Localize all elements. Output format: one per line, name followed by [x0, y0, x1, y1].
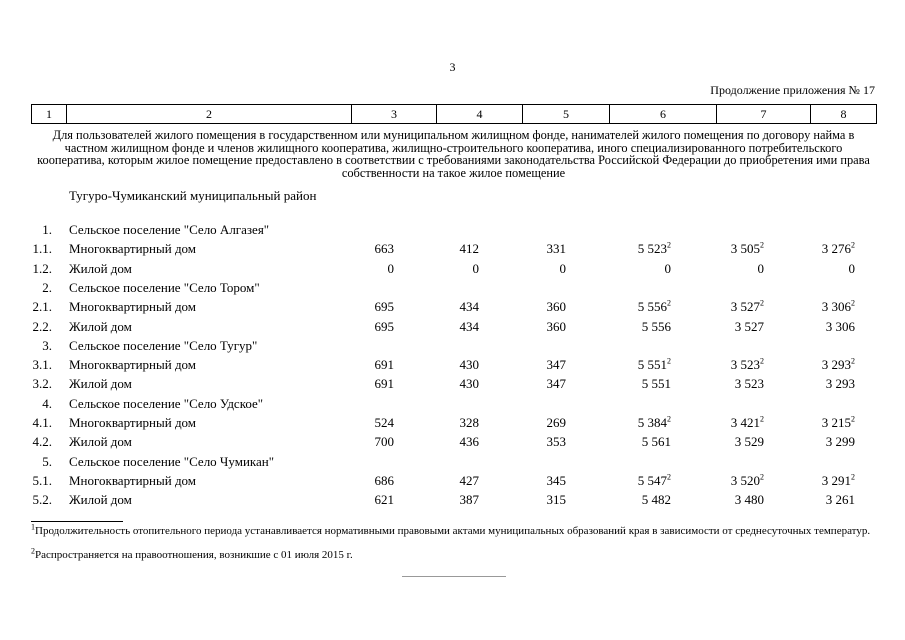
value-col-4	[460, 415, 480, 431]
value-text: 430	[459, 357, 479, 373]
row-number: 3.1.	[32, 357, 52, 373]
value-col-6	[642, 376, 671, 392]
value-col-4	[460, 299, 480, 315]
row-label: Сельское поселение "Село Тугур"	[69, 337, 258, 353]
value-text: 3 421	[730, 415, 760, 430]
header-col-5: 5	[523, 105, 610, 124]
value-text: 3 291	[821, 472, 851, 488]
value-col-3	[375, 492, 395, 508]
header-col-2: 2	[67, 105, 352, 124]
table-row	[0, 492, 905, 508]
row-number: 5.1.	[32, 472, 52, 488]
value-col-6	[638, 473, 671, 489]
value-text: 3 293	[825, 376, 855, 392]
value-col-7	[731, 299, 764, 315]
page-number: 3	[449, 60, 456, 74]
value-col-7	[731, 473, 764, 489]
value-text: 663	[374, 241, 394, 257]
settlement-row	[0, 222, 905, 238]
value-text: 3 480	[734, 492, 764, 508]
row-number: 5.	[42, 453, 52, 469]
value-text: 347	[546, 376, 566, 392]
footnote-2-ref: 2	[667, 414, 671, 424]
footnote-1	[31, 522, 876, 537]
footnote-2-mark: 2	[31, 546, 35, 556]
row-label: Сельское поселение "Село Алгазея"	[69, 222, 270, 237]
value-text: 5 556	[641, 318, 671, 334]
row-number: 1.	[42, 222, 52, 237]
value-col-3	[375, 319, 395, 335]
row-number: 1.2.	[32, 260, 52, 276]
value-col-4	[460, 357, 480, 373]
value-col-5	[547, 241, 567, 257]
row-label: Сельское поселение "Село Удское"	[69, 395, 264, 411]
value-col-7	[735, 434, 764, 450]
footnote-2	[31, 546, 876, 561]
value-text: 3 306	[825, 318, 855, 334]
value-col-7	[731, 241, 764, 257]
value-text: 3 527	[730, 299, 760, 315]
value-col-3	[388, 261, 395, 277]
footnote-2-text: Распространяется на правоотношения, возникшие с 01 июля 2015 г.	[35, 549, 353, 561]
header-col-8: 8	[811, 105, 877, 124]
value-text: 5 551	[637, 357, 667, 373]
header-col-1: 1	[32, 105, 67, 124]
value-col-7	[731, 415, 764, 431]
row-label: Сельское поселение "Село Чумикан"	[69, 453, 275, 469]
value-text: 3 261	[825, 492, 855, 508]
value-col-7	[731, 357, 764, 373]
section-intro: Для пользователей жилого помещения в государственном или муниципальном жилищном фонде, нанимателей жилого помещения по договору найма в частном жилищном фонде и членов жилищного кооператива, жилищно-строительного кооператива, иного специализированного потребительского кооператива, которым жилое помещение предоставлено в соответствии с требованиями законодательства Российской Федерации до приобретения ими права собственности на такое жилое помещение	[37, 128, 870, 180]
value-text: 3 529	[734, 434, 764, 450]
value-text: 695	[374, 299, 394, 315]
footnote-2-ref: 2	[760, 298, 764, 308]
value-text: 3 306	[821, 299, 851, 315]
row-label: Жилой дом	[69, 434, 132, 450]
value-text: 436	[459, 434, 479, 450]
table-row	[0, 319, 905, 335]
value-col-6	[642, 434, 671, 450]
row-number: 2.2.	[32, 318, 52, 334]
page-bottom-divider	[402, 576, 506, 577]
value-col-8	[822, 415, 855, 431]
value-text: 360	[546, 299, 566, 315]
value-col-5	[547, 415, 567, 431]
value-text: 0	[472, 260, 479, 276]
value-text: 3 527	[734, 318, 764, 334]
value-text: 3 299	[825, 434, 855, 450]
value-col-8	[826, 376, 855, 392]
table-row	[0, 241, 905, 257]
value-col-3	[375, 376, 395, 392]
value-col-5	[547, 492, 567, 508]
value-text: 3 293	[821, 357, 851, 373]
value-col-4	[460, 434, 480, 450]
value-col-4	[473, 261, 480, 277]
value-col-8	[822, 241, 855, 257]
value-col-3	[375, 241, 395, 257]
row-number: 2.	[42, 279, 52, 295]
value-text: 700	[374, 434, 394, 450]
row-number: 4.1.	[32, 415, 52, 430]
value-col-8	[826, 319, 855, 335]
row-label: Многоквартирный дом	[69, 241, 197, 257]
row-label: Жилой дом	[69, 492, 132, 508]
value-text: 0	[664, 260, 671, 276]
value-text: 3 523	[730, 357, 760, 373]
value-text: 434	[459, 299, 479, 315]
value-text: 691	[374, 376, 394, 392]
row-number: 5.2.	[32, 492, 52, 508]
value-text: 686	[374, 472, 394, 488]
value-col-7	[758, 261, 765, 277]
value-col-5	[547, 434, 567, 450]
value-col-6	[642, 492, 671, 508]
row-number: 1.1.	[32, 241, 52, 257]
row-number: 3.	[42, 337, 52, 353]
district-title: Тугуро-Чумиканский муниципальный район	[69, 188, 317, 203]
value-text: 621	[374, 492, 394, 508]
value-text: 3 276	[821, 241, 851, 257]
value-text: 427	[459, 472, 479, 488]
value-col-8	[822, 473, 855, 489]
continuation-label: Продолжение приложения № 17	[710, 83, 875, 97]
value-col-3	[375, 434, 395, 450]
value-text: 360	[546, 318, 566, 334]
value-col-6	[638, 299, 671, 315]
value-col-8	[826, 492, 855, 508]
value-col-7	[735, 376, 764, 392]
row-label: Жилой дом	[69, 318, 132, 334]
row-label: Многоквартирный дом	[69, 299, 197, 315]
value-col-4	[460, 473, 480, 489]
value-col-4	[460, 319, 480, 335]
footnote-2-ref: 2	[667, 472, 671, 482]
footnote-2-ref: 2	[851, 240, 855, 250]
footnote-2-ref: 2	[667, 240, 671, 250]
value-col-5	[547, 299, 567, 315]
value-text: 3 505	[730, 241, 760, 257]
table-row	[0, 415, 905, 431]
value-col-3	[375, 473, 395, 489]
value-text: 331	[546, 241, 566, 257]
value-text: 3 523	[734, 376, 764, 392]
table-row	[0, 299, 905, 315]
value-text: 269	[546, 415, 566, 430]
value-col-7	[735, 319, 764, 335]
value-text: 387	[459, 492, 479, 508]
settlement-row	[0, 280, 905, 296]
value-col-6	[638, 241, 671, 257]
value-text: 524	[374, 415, 394, 430]
footnote-divider	[31, 521, 123, 522]
value-text: 315	[546, 492, 566, 508]
value-text: 0	[848, 260, 855, 276]
value-text: 430	[459, 376, 479, 392]
value-col-5	[547, 357, 567, 373]
value-text: 0	[387, 260, 394, 276]
settlement-row	[0, 396, 905, 412]
column-number-header	[31, 104, 877, 124]
value-col-6	[638, 357, 671, 373]
row-label: Жилой дом	[69, 260, 132, 276]
table-row	[0, 261, 905, 277]
footnote-2-ref: 2	[667, 298, 671, 308]
value-col-6	[642, 319, 671, 335]
header-col-4: 4	[437, 105, 523, 124]
value-col-6	[638, 415, 671, 431]
value-col-4	[460, 376, 480, 392]
row-number: 3.2.	[32, 376, 52, 392]
value-col-5	[547, 473, 567, 489]
footnote-2-ref: 2	[851, 298, 855, 308]
value-col-8	[826, 434, 855, 450]
header-col-7: 7	[717, 105, 811, 124]
value-text: 691	[374, 357, 394, 373]
footnote-2-ref: 2	[760, 240, 764, 250]
footnote-2-ref: 2	[851, 414, 855, 424]
value-col-3	[375, 415, 395, 431]
footnote-2-ref: 2	[760, 356, 764, 366]
value-text: 5 556	[637, 299, 667, 315]
table-row	[0, 434, 905, 450]
settlement-row	[0, 338, 905, 354]
value-text: 5 384	[637, 415, 667, 430]
value-text: 695	[374, 318, 394, 334]
value-text: 0	[757, 260, 764, 276]
value-col-4	[460, 492, 480, 508]
header-col-3: 3	[352, 105, 437, 124]
value-text: 328	[459, 415, 479, 430]
row-number: 4.	[42, 395, 52, 411]
table-row	[0, 473, 905, 489]
value-col-8	[822, 357, 855, 373]
settlement-row	[0, 454, 905, 470]
row-label: Многоквартирный дом	[69, 357, 197, 373]
footnote-2-ref: 2	[851, 356, 855, 366]
value-text: 434	[459, 318, 479, 334]
value-col-3	[375, 357, 395, 373]
value-text: 5 561	[641, 434, 671, 450]
value-text: 5 547	[637, 472, 667, 488]
value-text: 345	[546, 472, 566, 488]
footnote-1-mark: 1	[31, 522, 35, 532]
value-col-8	[822, 299, 855, 315]
footnote-2-ref: 2	[851, 472, 855, 482]
value-col-5	[547, 376, 567, 392]
value-text: 412	[459, 241, 479, 257]
row-label: Многоквартирный дом	[69, 472, 197, 488]
value-text: 5 482	[641, 492, 671, 508]
value-col-8	[849, 261, 856, 277]
value-col-5	[547, 319, 567, 335]
footnote-1-text: Продолжительность отопительного периода устанавливается нормативными правовыми актами муниципальных образований края в зависимости от среднесуточных температур.	[35, 525, 871, 537]
value-text: 353	[546, 434, 566, 450]
row-number: 4.2.	[32, 434, 52, 450]
value-text: 0	[559, 260, 566, 276]
header-col-6: 6	[610, 105, 717, 124]
value-col-7	[735, 492, 764, 508]
value-text: 347	[546, 357, 566, 373]
value-col-6	[665, 261, 672, 277]
table-row	[0, 357, 905, 373]
value-col-3	[375, 299, 395, 315]
row-number: 2.1.	[32, 299, 52, 315]
value-text: 3 520	[730, 472, 760, 488]
value-text: 5 523	[637, 241, 667, 257]
value-text: 5 551	[641, 376, 671, 392]
row-label: Жилой дом	[69, 376, 132, 392]
footnote-2-ref: 2	[667, 356, 671, 366]
value-col-5	[560, 261, 567, 277]
footnote-2-ref: 2	[760, 414, 764, 424]
row-label: Сельское поселение "Село Тором"	[69, 279, 260, 295]
table-row	[0, 376, 905, 392]
row-label: Многоквартирный дом	[69, 415, 197, 430]
footnote-2-ref: 2	[760, 472, 764, 482]
value-col-4	[460, 241, 480, 257]
value-text: 3 215	[821, 415, 851, 430]
